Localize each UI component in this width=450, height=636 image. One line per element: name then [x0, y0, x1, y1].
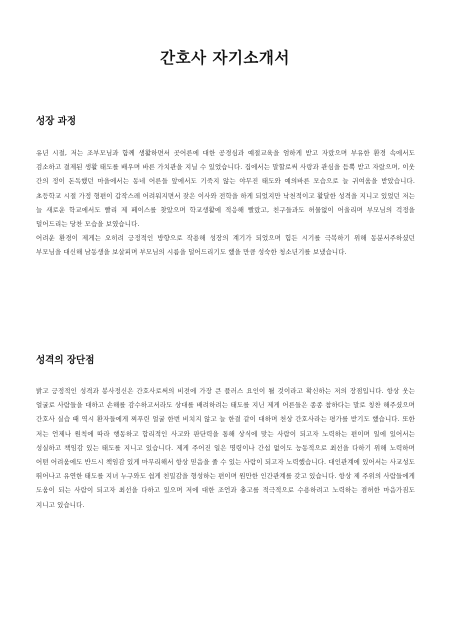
section-heading-personality: 성격의 장단점	[36, 355, 95, 366]
paragraph: 유년 시절, 저는 조부모님과 함께 생활하면서 곳어른에 대한 공경심과 예절교육을 엄하게 받고 자랐으며 부유한 환경 속에서도 검소하고 결제된 생활 태도를 배우며 바른 가치관을 지닐 수 있었습니다. 집에서는 말할로써 사랑과 관심을 듬뿍 받고 자랐으며, 이웃 간의 정이 돈독했던 마을에서는 동네 어른들 앞에서도 기죽지 않는 야무진 태도와 예의바른 모습으로 늘 귀여움을 받았습니다. 초등학교 시절 가정 형편이 갑작스레 어려워지면서 잦은 이사와 전학을 하게 되었지만 낙천적이고 활달한 성격을 지니고 있었던 저는 늘 새로운 학교에서도 빨리 제 페이스를 찾았으며 학교생활에 적응해 빨랐고, 친구들과도 허물없이 어울리며 부모님의 걱정을 덜어드리는 당찬 모습을 보였습니다.	[36, 149, 415, 229]
section-body-personality	[36, 384, 415, 512]
document-title: 간호사 자기소개서	[160, 48, 290, 67]
section-body-growth	[36, 146, 415, 260]
paragraph: 어려운 환경이 제게는 오히려 긍정적인 방향으로 작용해 성장의 계기가 되었으며 힘든 시기를 극복하기 위해 동분서주하셨던 부모님을 대신해 남동생을 보살피며 부모님의 시름을 덜어드리기도 했을 만큼 성숙한 청소년기를 보냈습니다.	[36, 234, 415, 257]
paragraph: 밝고 긍정적인 성격과 봉사정신은 간호사로써의 비전에 가장 큰 플러스 요인이 될 것이라고 확신하는 저의 장점입니다. 항상 웃는 얼굴로 사람들을 대하고 손해를 감수하고서라도 상대를 배려하려는 태도를 지닌 제게 어른들은 종종 참하다는 말로 칭찬 해주셨으며 간호사 실습 때 역시 환자들에게 찌푸린 얼굴 한번 비치지 않고 늘 한결 같이 대하며 천상 간호사라는 평가를 받기도 했습니다. 또한 저는 언제나 원칙에 따라 행동하고 합리적인 사고와 판단력을 통해 상식에 맞는 사람이 되고자 노력하는 편이며 일에 있어서는 성실하고 책임감 있는 태도를 지니고 있습니다. 제게 주어진 일은 명령이나 간섭 없이도 능동적으로 최선을 다하기 위해 노력하며 어떤 어려움에도 반드시 책임감 있게 마무리해서 항상 믿음을 줄 수 있는 사람이 되고자 노력했습니다. 대인관계에 있어서는 사교성도 뛰어나고 유연한 태도를 지녀 누구와도 쉽게 친밀감을 형성하는 편이며 원만한 인간관계를 갖고 있습니다. 항상 제 주위의 사람들에게 도움이 되는 사람이 되고자 최선을 다하고 있으며 저에 대한 조언과 충고를 적극적으로 수용하려고 노력하는 겸허한 마음가짐도 지니고 있습니다.	[36, 387, 415, 509]
section-heading-growth: 성장 과정	[36, 116, 77, 127]
